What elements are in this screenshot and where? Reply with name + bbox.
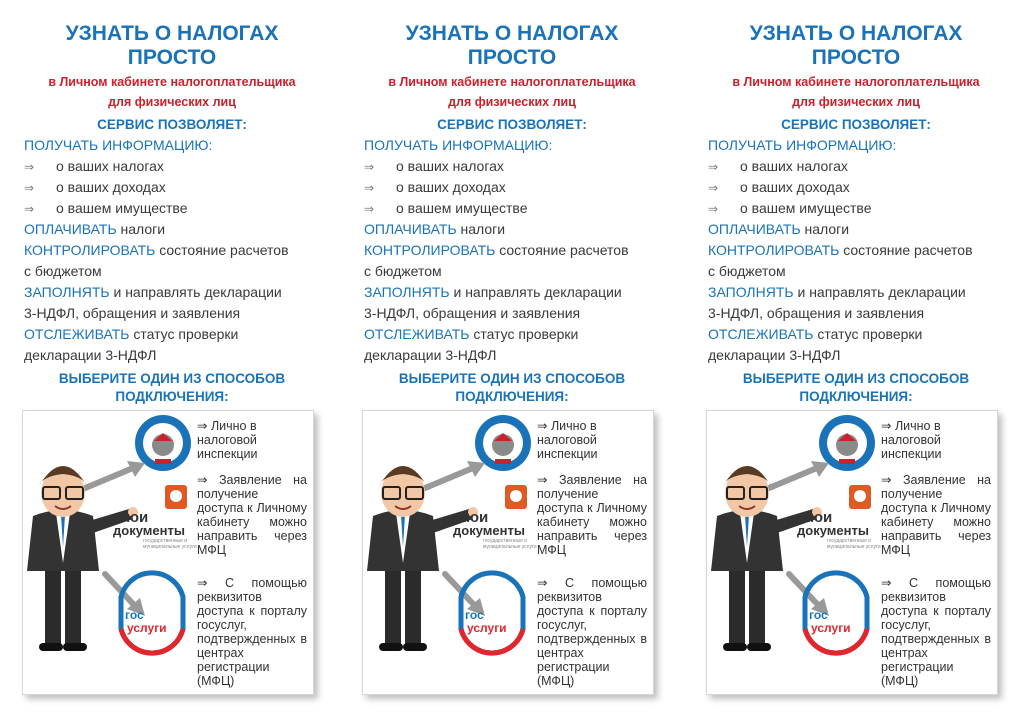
fns-seal-icon [135, 415, 191, 471]
option-gosuslugi: ⇒ С помощью реквизитов доступа к порталу госуслуг, подтвержденных в центрах регистрации (МФЦ) [197, 576, 307, 688]
gosuslugi-label: гос [809, 608, 828, 622]
flyer-title-2: ПРОСТО [811, 46, 901, 69]
flyer-title: УЗНАТЬ О НАЛОГАХ [405, 22, 619, 45]
tax-flyer [706, 0, 1024, 725]
get-info-heading: ПОЛУЧАТЬ ИНФОРМАЦИЮ: [24, 137, 213, 153]
flyer-subtitle-2: для физических лиц [448, 95, 576, 109]
flyer-subtitle-2: для физических лиц [108, 95, 236, 109]
gosuslugi-label-2: услуги [467, 621, 507, 635]
flyer-title-2: ПРОСТО [127, 46, 217, 69]
flyer-subtitle: в Личном кабинете налогоплательщика [732, 75, 980, 89]
list-item: ⇒ о ваших доходах [708, 177, 850, 199]
choose-heading-2: ПОДКЛЮЧЕНИЯ: [455, 389, 569, 404]
option-mfc: ⇒ Заявление на получение доступа к Личному кабинету можно направить через МФЦ [537, 473, 647, 557]
choose-heading-2: ПОДКЛЮЧЕНИЯ: [799, 389, 913, 404]
control-line: КОНТРОЛИРОВАТЬ состояние расчетов [24, 242, 289, 258]
my-documents-label: мои [803, 509, 833, 526]
list-item: ⇒ о ваших налогах [708, 156, 848, 178]
track-line: ОТСЛЕЖИВАТЬ статус проверки [364, 326, 579, 342]
track-line-2: декларации 3-НДФЛ [708, 347, 841, 363]
fill-line-2: 3-НДФЛ, обращения и заявления [24, 305, 241, 321]
tax-flyer [22, 0, 352, 725]
track-line-2: декларации 3-НДФЛ [364, 347, 497, 363]
fill-line: ЗАПОЛНЯТЬ и направлять декларации [708, 284, 966, 300]
connection-options-card [362, 410, 654, 695]
flyer-subtitle: в Личном кабинете налогоплательщика [388, 75, 636, 89]
pay-line: ОПЛАЧИВАТЬ налоги [364, 221, 506, 237]
gosuslugi-label-2: услуги [811, 621, 851, 635]
option-mfc: ⇒ Заявление на получение доступа к Личному кабинету можно направить через МФЦ [197, 473, 307, 557]
my-documents-label: мои [119, 509, 149, 526]
fill-line: ЗАПОЛНЯТЬ и направлять декларации [24, 284, 282, 300]
my-documents-logo-icon [165, 485, 187, 509]
allows-heading: СЕРВИС ПОЗВОЛЯЕТ: [97, 117, 247, 132]
flyer-subtitle: в Личном кабинете налогоплательщика [48, 75, 296, 89]
control-line-2: с бюджетом [24, 263, 102, 279]
option-mfc: ⇒ Заявление на получение доступа к Личному кабинету можно направить через МФЦ [881, 473, 991, 557]
arrow-icon: ⇒ [364, 202, 375, 216]
list-item: ⇒ о ваших налогах [364, 156, 504, 178]
option-in-person: ⇒ Лично в налоговой инспекции [197, 419, 258, 461]
gosuslugi-label: гос [125, 608, 144, 622]
my-documents-label-2: документы [797, 523, 869, 538]
control-line-2: с бюджетом [364, 263, 442, 279]
option-in-person: ⇒ Лично в налоговой инспекции [881, 419, 942, 461]
fill-line: ЗАПОЛНЯТЬ и направлять декларации [364, 284, 622, 300]
my-documents-caption: государственные и муниципальные услуги [143, 538, 197, 550]
flyer-subtitle-2: для физических лиц [792, 95, 920, 109]
connection-options-card [22, 410, 314, 695]
pay-line: ОПЛАЧИВАТЬ налоги [24, 221, 166, 237]
my-documents-caption: государственные и муниципальные услуги [827, 538, 881, 550]
list-item: ⇒ о вашем имуществе [24, 198, 188, 220]
control-line: КОНТРОЛИРОВАТЬ состояние расчетов [364, 242, 629, 258]
track-line-2: декларации 3-НДФЛ [24, 347, 157, 363]
flyer-title: УЗНАТЬ О НАЛОГАХ [749, 22, 963, 45]
fill-line-2: 3-НДФЛ, обращения и заявления [364, 305, 581, 321]
get-info-heading: ПОЛУЧАТЬ ИНФОРМАЦИЮ: [364, 137, 553, 153]
my-documents-logo-icon [849, 485, 871, 509]
pay-line: ОПЛАЧИВАТЬ налоги [708, 221, 850, 237]
choose-heading: ВЫБЕРИТЕ ОДИН ИЗ СПОСОБОВ [398, 371, 626, 386]
my-documents-label-2: документы [453, 523, 525, 538]
flyer-title-2: ПРОСТО [467, 46, 557, 69]
arrow-icon: ⇒ [708, 181, 719, 195]
gosuslugi-label: гос [465, 608, 484, 622]
list-item: ⇒ о ваших доходах [24, 177, 166, 199]
list-item: ⇒ о ваших налогах [24, 156, 164, 178]
option-in-person: ⇒ Лично в налоговой инспекции [537, 419, 598, 461]
track-line: ОТСЛЕЖИВАТЬ статус проверки [708, 326, 923, 342]
control-line-2: с бюджетом [708, 263, 786, 279]
track-line: ОТСЛЕЖИВАТЬ статус проверки [24, 326, 239, 342]
choose-heading-2: ПОДКЛЮЧЕНИЯ: [115, 389, 229, 404]
gosuslugi-label-2: услуги [127, 621, 167, 635]
arrow-icon: ⇒ [708, 202, 719, 216]
my-documents-logo-icon [505, 485, 527, 509]
arrow-icon: ⇒ [24, 181, 35, 195]
option-gosuslugi: ⇒ С помощью реквизитов доступа к порталу госуслуг, подтвержденных в центрах регистрации (МФЦ) [537, 576, 647, 688]
flyer-title: УЗНАТЬ О НАЛОГАХ [65, 22, 279, 45]
arrow-icon: ⇒ [24, 160, 35, 174]
choose-heading: ВЫБЕРИТЕ ОДИН ИЗ СПОСОБОВ [58, 371, 286, 386]
fns-seal-icon [475, 415, 531, 471]
arrow-icon: ⇒ [364, 160, 375, 174]
control-line: КОНТРОЛИРОВАТЬ состояние расчетов [708, 242, 973, 258]
list-item: ⇒ о ваших доходах [364, 177, 506, 199]
choose-heading: ВЫБЕРИТЕ ОДИН ИЗ СПОСОБОВ [742, 371, 970, 386]
fill-line-2: 3-НДФЛ, обращения и заявления [708, 305, 925, 321]
allows-heading: СЕРВИС ПОЗВОЛЯЕТ: [781, 117, 931, 132]
arrow-icon: ⇒ [24, 202, 35, 216]
list-item: ⇒ о вашем имуществе [708, 198, 872, 220]
tax-flyer [362, 0, 692, 725]
connection-options-card [706, 410, 998, 695]
my-documents-caption: государственные и муниципальные услуги [483, 538, 537, 550]
get-info-heading: ПОЛУЧАТЬ ИНФОРМАЦИЮ: [708, 137, 897, 153]
allows-heading: СЕРВИС ПОЗВОЛЯЕТ: [437, 117, 587, 132]
option-gosuslugi: ⇒ С помощью реквизитов доступа к порталу госуслуг, подтвержденных в центрах регистрации (МФЦ) [881, 576, 991, 688]
list-item: ⇒ о вашем имуществе [364, 198, 528, 220]
arrow-icon: ⇒ [708, 160, 719, 174]
my-documents-label: мои [459, 509, 489, 526]
my-documents-label-2: документы [113, 523, 185, 538]
arrow-icon: ⇒ [364, 181, 375, 195]
fns-seal-icon [819, 415, 875, 471]
